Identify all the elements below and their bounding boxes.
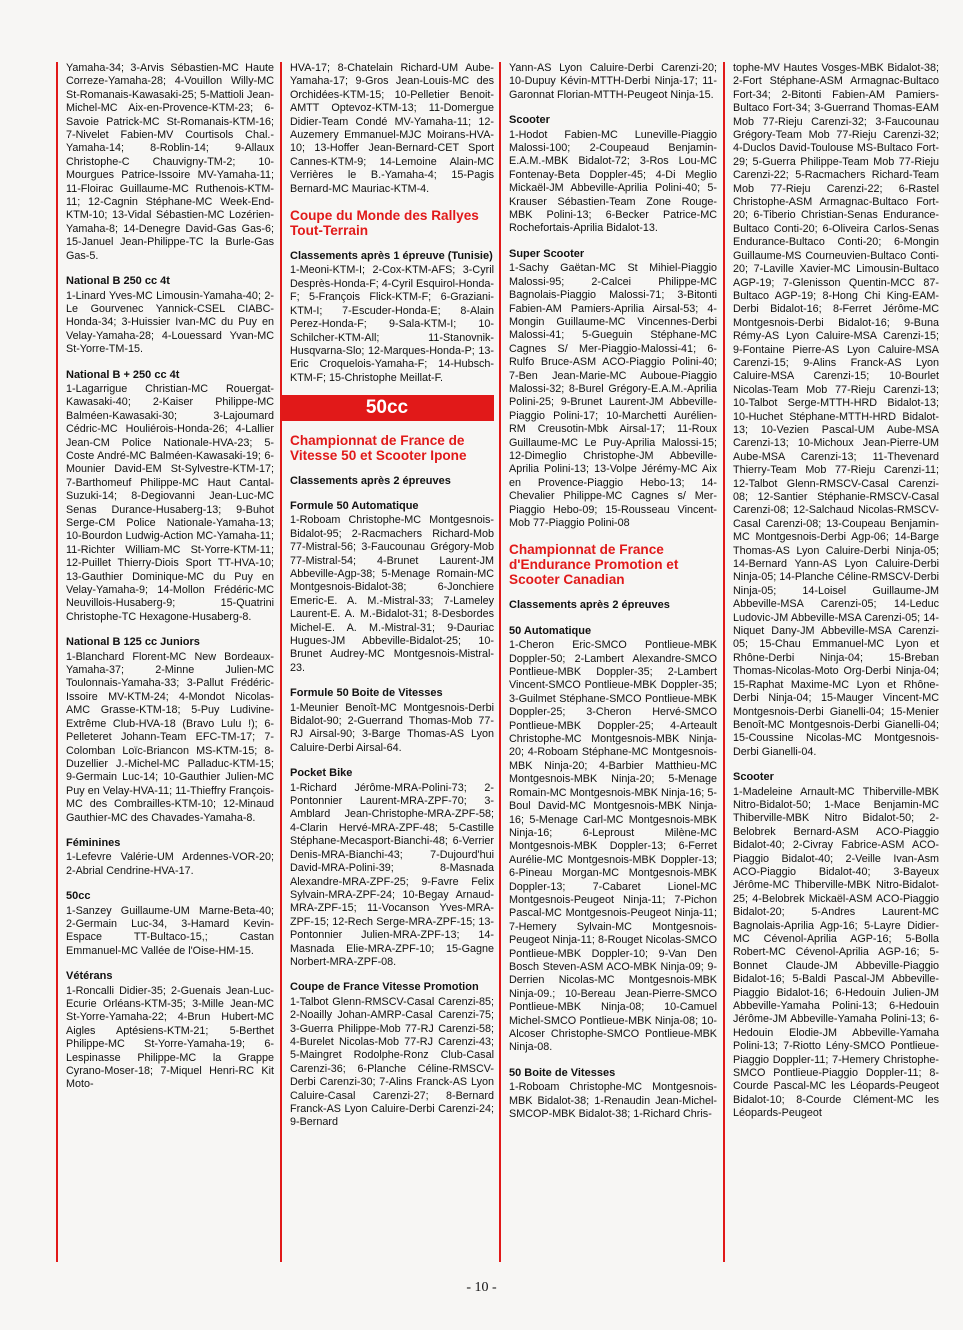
section-heading: Classements après 2 épreuves — [290, 474, 451, 487]
section-heading: Formule 50 Automatique — [290, 499, 419, 512]
section-heading: 50 Automatique — [509, 624, 592, 637]
results-paragraph: 1-Lagarrigue Christian-MC Rouergat-Kawasaki-40; 2-Kaiser Philippe-MC Balméen-Kawasaki-30; 3-Lajoumard Cédric-MC Houliérois-Honda-26; 4-Lallier Jean-CM Police Nationale-HVA-23; 5-Coste André-MC Balméen-Kawasaki-19; 6-Mounier David-EM St-Sylvestre-KTM-17; 7-Barthomeuf Philippe-MC Haut Cantal-Suzuki-14; 8-Degiovanni Jean-Luc-MC Senas Durance-Husaberg-13; 9-Buhot Serge-CM Police Nationale-Yamaha-13; 10-Bourdon Ludwig-Action MC-Yamaha-11; 11-Richter William-MC St-Yorre-KTM-11; 12-Puillet Thierry-Diois Sport TT-HVA-10; 13-Gauthier Dominique-MC du Puy en Velay-Yamaha-9; 14-Mollon Frédéric-MC Neuvillois-Husaberg-9; 15-Quatrini Christophe-TC Hexagone-Husaberg-8. — [66, 382, 274, 623]
section-heading: Vétérans — [66, 970, 113, 983]
results-paragraph: Yamaha-34; 3-Arvis Sébastien-MC Haute Correze-Yamaha-28; 4-Vouillon Willy-MC St-Romanais-Kawasaki-25; 5-Mattioli Jean-Michel-MC Aix-en-Provence-KTM-23; 6-Savoie Patrick-MC St-Romanais-KTM-16; 7-Nivelet Fabien-MV Courtisols Chal.-Yamaha-14; 8-Roblin-14; 9-Allaux Christophe-C Chauvigny-TM-2; 10-Mourgues Patrice-Issoire MV-Yamaha-11; 11-Floirac Guillaume-MC Ruthenois-KTM-11; 12-Cagnin Stéphane-MC Week-End-KTM-10; 13-Vidal Sébastien-MC Lozérien-Yamaha-8; 14-Denegre David-Gas Gas-6; 15-Januel Jean-Philippe-TC la Burle-Gas Gas-5. — [66, 62, 274, 262]
section-title: Championnat de France d'Endurance Promotion et Scooter Canadian — [509, 542, 679, 588]
results-paragraph: 1-Sanzey Guillaume-UM Marne-Beta-40; 2-Germain Luc-34, 3-Hamard Kevin-Espace TT-Bultaco-15,; Castan Emmanuel-MC Vallée de l'Oise-HM-15. — [66, 904, 274, 957]
category-banner: 50cc — [280, 395, 494, 420]
column-4 — [723, 62, 943, 1262]
column-4-content — [723, 62, 943, 1121]
section-heading: Super Scooter — [509, 247, 585, 260]
column-1-content — [56, 62, 278, 1092]
section-heading: Classements après 2 épreuves — [509, 599, 670, 612]
section-title: Coupe du Monde des Rallyes Tout-Terrain — [290, 208, 479, 239]
results-paragraph: Yann-AS Lyon Caluire-Derbi Carenzi-20; 10-Dupuy Kévin-MTTH-Derbi Ninja-17; 11-Garonnat Florian-MTTH-Peugeot Ninja-15. — [509, 62, 717, 101]
results-paragraph: HVA-17; 8-Chatelain Richard-UM Aube-Yamaha-17; 9-Gros Jean-Louis-MC des Orchidées-KTM-15; 10-Pelletier Benoit-AMTT Optevoz-KTM-13; 11-Domergue Didier-Team Condé MV-Yamaha-11; 12-Auzemery Emmanuel-MJC Moirans-HVA-10; 13-Hoffer Jean-Bernard-CET Sport Cannes-KTM-9; 14-Lemoine Alain-MC Verrières le B.-Yamaha-4; 15-Pagis Bernard-MC Mauriac-KTM-4. — [290, 62, 494, 195]
section-heading: Scooter — [733, 771, 774, 784]
results-paragraph: 1-Lefevre Valérie-UM Ardennes-VOR-20; 2-Abrial Cendrine-HVA-17. — [66, 851, 274, 877]
results-paragraph: 1-Richard Jérôme-MRA-Polini-73; 2-Pontonnier Laurent-MRA-ZPF-70; 3-Amblard Jean-Christophe-MRA-ZPF-58; 4-Clarin Hervé-MRA-ZPF-48; 5-Castille Stéphane-Mecasport-Bianchi-48; 6-Verrier Denis-MRA-Bianchi-43; 7-Dujourd'hui David-MRA-Polini-39; 8-Masnada Alexandre-MRA-ZPF-25; 9-Favre Felix Sylvain-MRA-ZPF-24; 10-Begay Arnaud-MRA-ZPF-15; 11-Vocanson Yves-MRA-ZPF-15; 12-Rech Serge-MRA-ZPF-15; 13-Pontonnier Julien-MRA-ZPF-13; 14-Masnada Elie-MRA-ZPF-10; 15-Gagne Norbert-MRA-ZPF-08. — [290, 781, 494, 968]
results-paragraph: 1-Blanchard Florent-MC New Bordeaux-Yamaha-37; 2-Minne Julien-MC Toulonnais-Yamaha-33; 3-Pallut Frédéric-Issoire MV-KTM-24; 4-Mondot Nicolas-AMC Grasse-KTM-18; 5-Puy Ludivine-Extrême Club-HVA-18 (Bravo Lulu !); 6-Pelleteret Johann-Team EFC-TM-17; 7-Colomban Loïc-Briancon MS-KTM-15; 8-Duzellier J.-Michel-MC Palladuc-KTM-15; 9-Germain Luc-14; 10-Gauthier Julien-MC Puy en Velay-HVA-11; 11-Thieffry François-MC des Combrailles-KTM-10; 12-Minaud Gauthier-MC des Chavades-Yamaha-8. — [66, 650, 274, 824]
section-heading: National B + 250 cc 4t — [66, 368, 180, 381]
section-heading: 50 Boite de Vitesses — [509, 1066, 616, 1079]
section-heading: National B 250 cc 4t — [66, 275, 170, 288]
results-paragraph: 1-Hodot Fabien-MC Luneville-Piaggio Malossi-100; 2-Coupeaud Benjamin-E.A.M.-MBK Bidalot-72; 3-Ros Lou-MC Fontenay-Beta Doppler-45; 4-Di Meglio Mickaël-JM Abbeville-Aprilia Polini-40; 5-Krauser Sébastien-Team Zone Rouge-MBK Polini-13; 6-Becker Patrice-MC Rochefortais-Aprilia Bidalot-13. — [509, 128, 717, 235]
section-heading: Formule 50 Boite de Vitesses — [290, 687, 443, 700]
results-paragraph: 1-Meoni-KTM-I; 2-Cox-KTM-AFS; 3-Cyril Desprès-Honda-F; 4-Cyril Esquirol-Honda-F; 5-François Flick-KTM-F; 6-Graziani-KTM-I; 7-Escuder-Honda-E; 8-Alain Perez-Honda-F; 9-Sala-KTM-I; 10-Schilcher-KTM-All; 11-Stanovnik-Husqvarna-Slo; 12-Marques-Honda-P; 13-Eric Croquelois-Yamaha-F; 14-Hubsch-KTM-F; 15-Christophe Meillat-F. — [290, 264, 495, 384]
column-2 — [280, 62, 498, 1262]
results-paragraph: 1-Meunier Benoît-MC Montgesnois-Derbi Bidalot-90; 2-Guerrand Thomas-Mob 77-RJ Airsal-90; 3-Barge Thomas-AS Lyon Caluire-Derbi Airsal-64. — [290, 701, 494, 754]
section-heading: Classements après 1 épreuve (Tunisie) — [290, 250, 493, 263]
section-heading: Féminines — [66, 836, 121, 849]
column-2-content — [280, 62, 498, 1130]
section-heading: National B 125 cc Juniors — [66, 636, 200, 649]
section-heading: 50cc — [66, 890, 91, 903]
results-paragraph: tophe-MV Hautes Vosges-MBK Bidalot-38; 2-Fort Stéphane-ASM Armagnac-Bultaco Fort-34; 2-Bitonti Fabien-AM Pamiers-Bultaco Fort-34; 3-Guerrand Thomas-EAM Mob 77-Rieju Carenzi-32; 3-Faucounau Grégory-Team Mob 77-Rieju Carenzi-32; 4-Duclos David-Toulouse MS-Bultaco Fort-29; 5-Guerra Philippe-Team Mob 77-Rieju Carenzi-22; 5-Racmachers Richard-Team Mob 77-Rieju Carenzi-22; 6-Rastel Christophe-ASM Armagnac-Bultaco Fort-20; 6-Tiberio Christian-Senas Endurance-Bultaco Conti-20; 6-Oliveira Carlos-Senas Endurance-Bultaco Conti-20; 6-Mongin Guillaume-MS Courneuvien-Bultaco Conti-20; 7-Laville Xavier-MC Limousin-Bultaco AGP-19; 7-Glenisson Quentin-MCC 87-Bultaco AGP-19; 8-Hong Chi King-EAM-Derbi Bidalot-16; 8-Ferret Jérôme-MC Montgesnois-Derbi Bidalot-16; 9-Buna Rémy-AS Lyon Caluire-MSA Carenzi-15; 9-Fontaine Pierre-AS Lyon Caluire-MSA Carenzi-15; 9-Alins Franck-AS Lyon Caluire-MSA Carenzi-15; 10-Bourlet Nicolas-Team Mob 77-Rieju Carenzi-13; 10-Talbot Serge-MTTH-HRD Bidalot-13; 10-Huchet Stéphane-MTTH-HRD Bidalot-13; 10-Vezien Pascal-UM Aube-MSA Carenzi-13; 10-Michoux Jean-Pierre-UM Aube-MSA Carenzi-13; 11-Thevenard Thierry-Team Mob 77-Rieju Carenzi-11; 12-Talbot Glenn-RMSCV-Casal Carenzi-08; 12-Santier Stéphanie-RMSCV-Casal Carenzi-08; 12-Salchaud Nicolas-RMSCV-Casal Carenzi-08; 13-Coupeau Benjamin-MC Montgesnois-Derbi Agp-06; 14-Barge Thomas-AS Lyon Caluire-Derbi Ninja-05; 14-Bernard Yann-AS Lyon Caluire-Derbi Ninja-05; 14-Planche Céline-RMSCV-Derbi Ninja-05; 14-Loisel Guillaume-JM Abbeville-MSA Carenzi-05; 14-Leduc Ludovic-JM Abbeville-MSA Carenzi-05; 14-Niquet Dany-JM Abbeville-MSA Carenzi-05; 15-Chau Emmanuel-MC Lyon et Rhône-Derbi Ninja-04; 15-Breban Thomas-Nicolas-Moto Org-Derbi Ninja-04; 15-Raphat Maxime-MC Lyon et Rhône-Derbi Ninja-04; 15-Mauger Vincent-MC Montgesnois-Derbi Gianelli-04; 15-Menier Benoît-MC Montgesnois-Derbi Gianelli-04; 15-Coussine Nicolas-MC Montgesnois-Derbi Gianelli-04. — [733, 62, 939, 758]
results-paragraph: 1-Cheron Eric-SMCO Pontlieue-MBK Doppler-50; 2-Lambert Alexandre-SMCO Pontlieue-MBK Doppler-35; 2-Lambert Vincent-SMCO Pontlieue-MBK Doppler-35; 3-Guilmet Stéphane-SMCO Pontlieue-MBK Doppler-25; 3-Cheron Hervé-SMCO Pontlieue-MBK Doppler-25; 4-Arteault Christophe-MC Montgesnois-MBK Ninja-20; 4-Roboam Stéphane-MC Montgesnois-MBK Ninja-20; 4-Barbier Matthieu-MC Montgesnois-MBK Ninja-20; 5-Menage Romain-MC Montgesnois-MBK Ninja-16; 5-Boul David-MC Montgesnois-MBK Ninja-16; 5-Menage Carl-MC Montgesnois-MBK Ninja-16; 6-Leproust Milène-MC Montgesnois-MBK Doppler-13; 6-Ferret Aurélie-MC Montgesnois-MBK Doppler-13; 6-Pineau Morgan-MC Montgesnois-MBK Doppler-13; 7-Cabaret Lionel-MC Montgesnois-Peugeot Ninja-11; 7-Pichon Pascal-MC Montgesnois-Peugeot Ninja-11; 7-Hemery Sylvain-MC Montgesnois-Peugeot Ninja-11; 8-Rouget Nicolas-SMCO Pontlieue-MBK Doppler-10; 9-Van Den Bosch Steven-ASM ACO-MBK Ninja-09; 9-Derrien Nicolas-MC Montgesnois-MBK Ninja-09.; 10-Bereau Jean-Pierre-SMCO Pontlieue-MBK Ninja-08; 10-Camuel Michel-SMCO Pontlieue-MBK Ninja-08; 10-Alcoser Christophe-SMCO Pontlieue-MBK Ninja-08. — [509, 639, 717, 1054]
results-paragraph: 1-Sachy Gaëtan-MC St Mihiel-Piaggio Malossi-95; 2-Calcei Philippe-MC Bagnolais-Piaggio Malossi-71; 3-Bitonti Fabien-AM Pamiers-Aprilia Airsal-53; 4-Mongin Guillaume-MC Vincennes-Derbi Malossi-41; 5-Gueguin Stéphane-MC Cagnes S/ Mer-Piaggio-Malossi-41; 6-Rulfo Bruce-ASM ACO-Piaggio Polini-40; 7-Ben Jean-Marie-MC Auboue-Piaggio Malossi-32; 8-Burel Grégory-E.A.M.-Aprilia Polini-25; 9-Brunet Laurent-JM Abbeville-Piaggio Polini-17; 10-Marchetti Aurélien-RM Creusotin-Mbk Airsal-17; 11-Roux Guillaume-MC Le Puy-Aprilia Malossi-15; 12-Dimeglio Christophe-JM Abbeville-Aprilia Polini-13; 13-Volpe Jérémy-MC Aix en Provence-Piaggio Hebo-13; 14-Chevalier Philippe-MC Cagnes s/ Mer-Piaggio Hebo-09; 15-Rousseau Vincent-Mob 77-Piaggio Polini-08 — [509, 262, 717, 529]
results-paragraph: 1-Roboam Christophe-MC Montgesnois-MBK Bidalot-38; 1-Renaudin Jean-Michel-SMCOP-MBK Bidalot-38; 1-Richard Chris- — [509, 1081, 717, 1121]
results-paragraph: 1-Madeleine Arnault-MC Thiberville-MBK Nitro-Bidalot-50; 1-Mace Benjamin-MC Thiberville-MBK Nitro Bidalot-50; 2-Belobrek Bernard-ASM ACO-Piaggio Bidalot-40; 2-Civray Fabrice-ASM ACO-Piaggio Bidalot-40; 2-Veille Ivan-Asm ACO-Piaggio Bidalot-40; 3-Bayeux Jérôme-MC Thiberville-MBK Nitro-Bidalot-25; 4-Belobrek Mickaël-ASM ACO-Piaggio Bidalot-20; 5-Andres Laurent-MC Bagnolais-Aprilia Agp-16; 5-Layre Didier-MC Cévenol-Aprilia AGP-16; 5-Bolla Robert-MC Cévenol-Aprilia AGP-16; 5-Bonnet Claude-JM Abbeville-Piaggio Bidalot-16; 5-Baldi Pascal-JM Abbeville-Piaggio Bidalot-16; 6-Hedouin Julien-JM Abbeville-Yamaha Polini-13; 6-Hedouin Jérôme-JM Abbeville-Yamaha Polini-13; 6-Hedouin Elodie-JM Abbeville-Yamaha Polini-13; 7-Riotto Lény-SMCO Pontlieue-Piaggio Doppler-11; 7-Hemery Christophe-SMCO Pontlieue-Piaggio Doppler-11; 8-Courde Pascal-MC les Léopards-Peugeot Bidalot-10; 8-Courde Clément-MC les Léopards-Peugeot — [733, 785, 939, 1120]
section-heading: Coupe de France Vitesse Promotion — [290, 981, 479, 994]
section-title: Championnat de France de Vitesse 50 et Scooter Ipone — [290, 432, 467, 463]
page-number: - 10 - — [466, 1280, 497, 1295]
results-paragraph: 1-Linard Yves-MC Limousin-Yamaha-40; 2-Le Gourvenec Yannick-CSEL CIABC-Honda-34; 3-Huissier Ivan-MC du Puy en Velay-Yamaha-28; 4-Louessard Yvan-MC St-Yorre-TM-15. — [66, 289, 274, 356]
column-3-content — [499, 62, 721, 1121]
column-1 — [56, 62, 278, 1262]
section-heading: Scooter — [509, 114, 550, 127]
results-paragraph: 1-Talbot Glenn-RMSCV-Casal Carenzi-85; 2-Noailly Johan-AMRP-Casal Carenzi-75; 3-Guerra Philippe-Mob 77-RJ Carenzi-58; 4-Burelet Nicolas-Mob 77-RJ Carenzi-43; 5-Maingret Rodolphe-Ronz Club-Casal Carenzi-36; 6-Planche Céline-RMSCV-Derbi Carenzi-30; 7-Alins Franck-AS Lyon Caluire-Casal Carenzi-27; 8-Bernard Franck-AS Lyon Caluire-Derbi Carenzi-24; 9-Bernard — [290, 995, 494, 1129]
results-paragraph: 1-Roboam Christophe-MC Montgesnois-Bidalot-95; 2-Racmachers Richard-Mob 77-Mistral-56; 3-Faucounau Grégory-Mob 77-Mistral-54; 4-Brunet Laurent-JM Abbeville-Agp-38; 5-Menage Romain-MC Montgesnois-Bidalot-38; 6-Jonchiere Emeric-E. A. M.-Mistral-33; 7-Lameley Laurent-E. A. M.-Bidalot-31; 8-Desbordes Michel-E. A. M.-Mistral-31; 9-Dauriac Hugues-JM Abbeville-Bidalot-25; 10-Brunet Audrey-MC Montgesnois-Mistral-23. — [290, 514, 494, 674]
column-3 — [499, 62, 721, 1262]
section-heading: Pocket Bike — [290, 767, 353, 780]
results-paragraph: 1-Roncalli Didier-35; 2-Guenais Jean-Luc-Ecurie Orléans-KTM-35; 3-Mille Jean-MC St-Yorre-Yamaha-22; 4-Brun Hubert-MC Aigles Aptésiens-KTM-21; 5-Berthet Philippe-MC St-Yorre-Yamaha-19; 6-Lespinasse Philippe-MC la Grappe Cyrano-Moser-18; 7-Miquel Henri-RC Kit Moto- — [66, 984, 274, 1091]
